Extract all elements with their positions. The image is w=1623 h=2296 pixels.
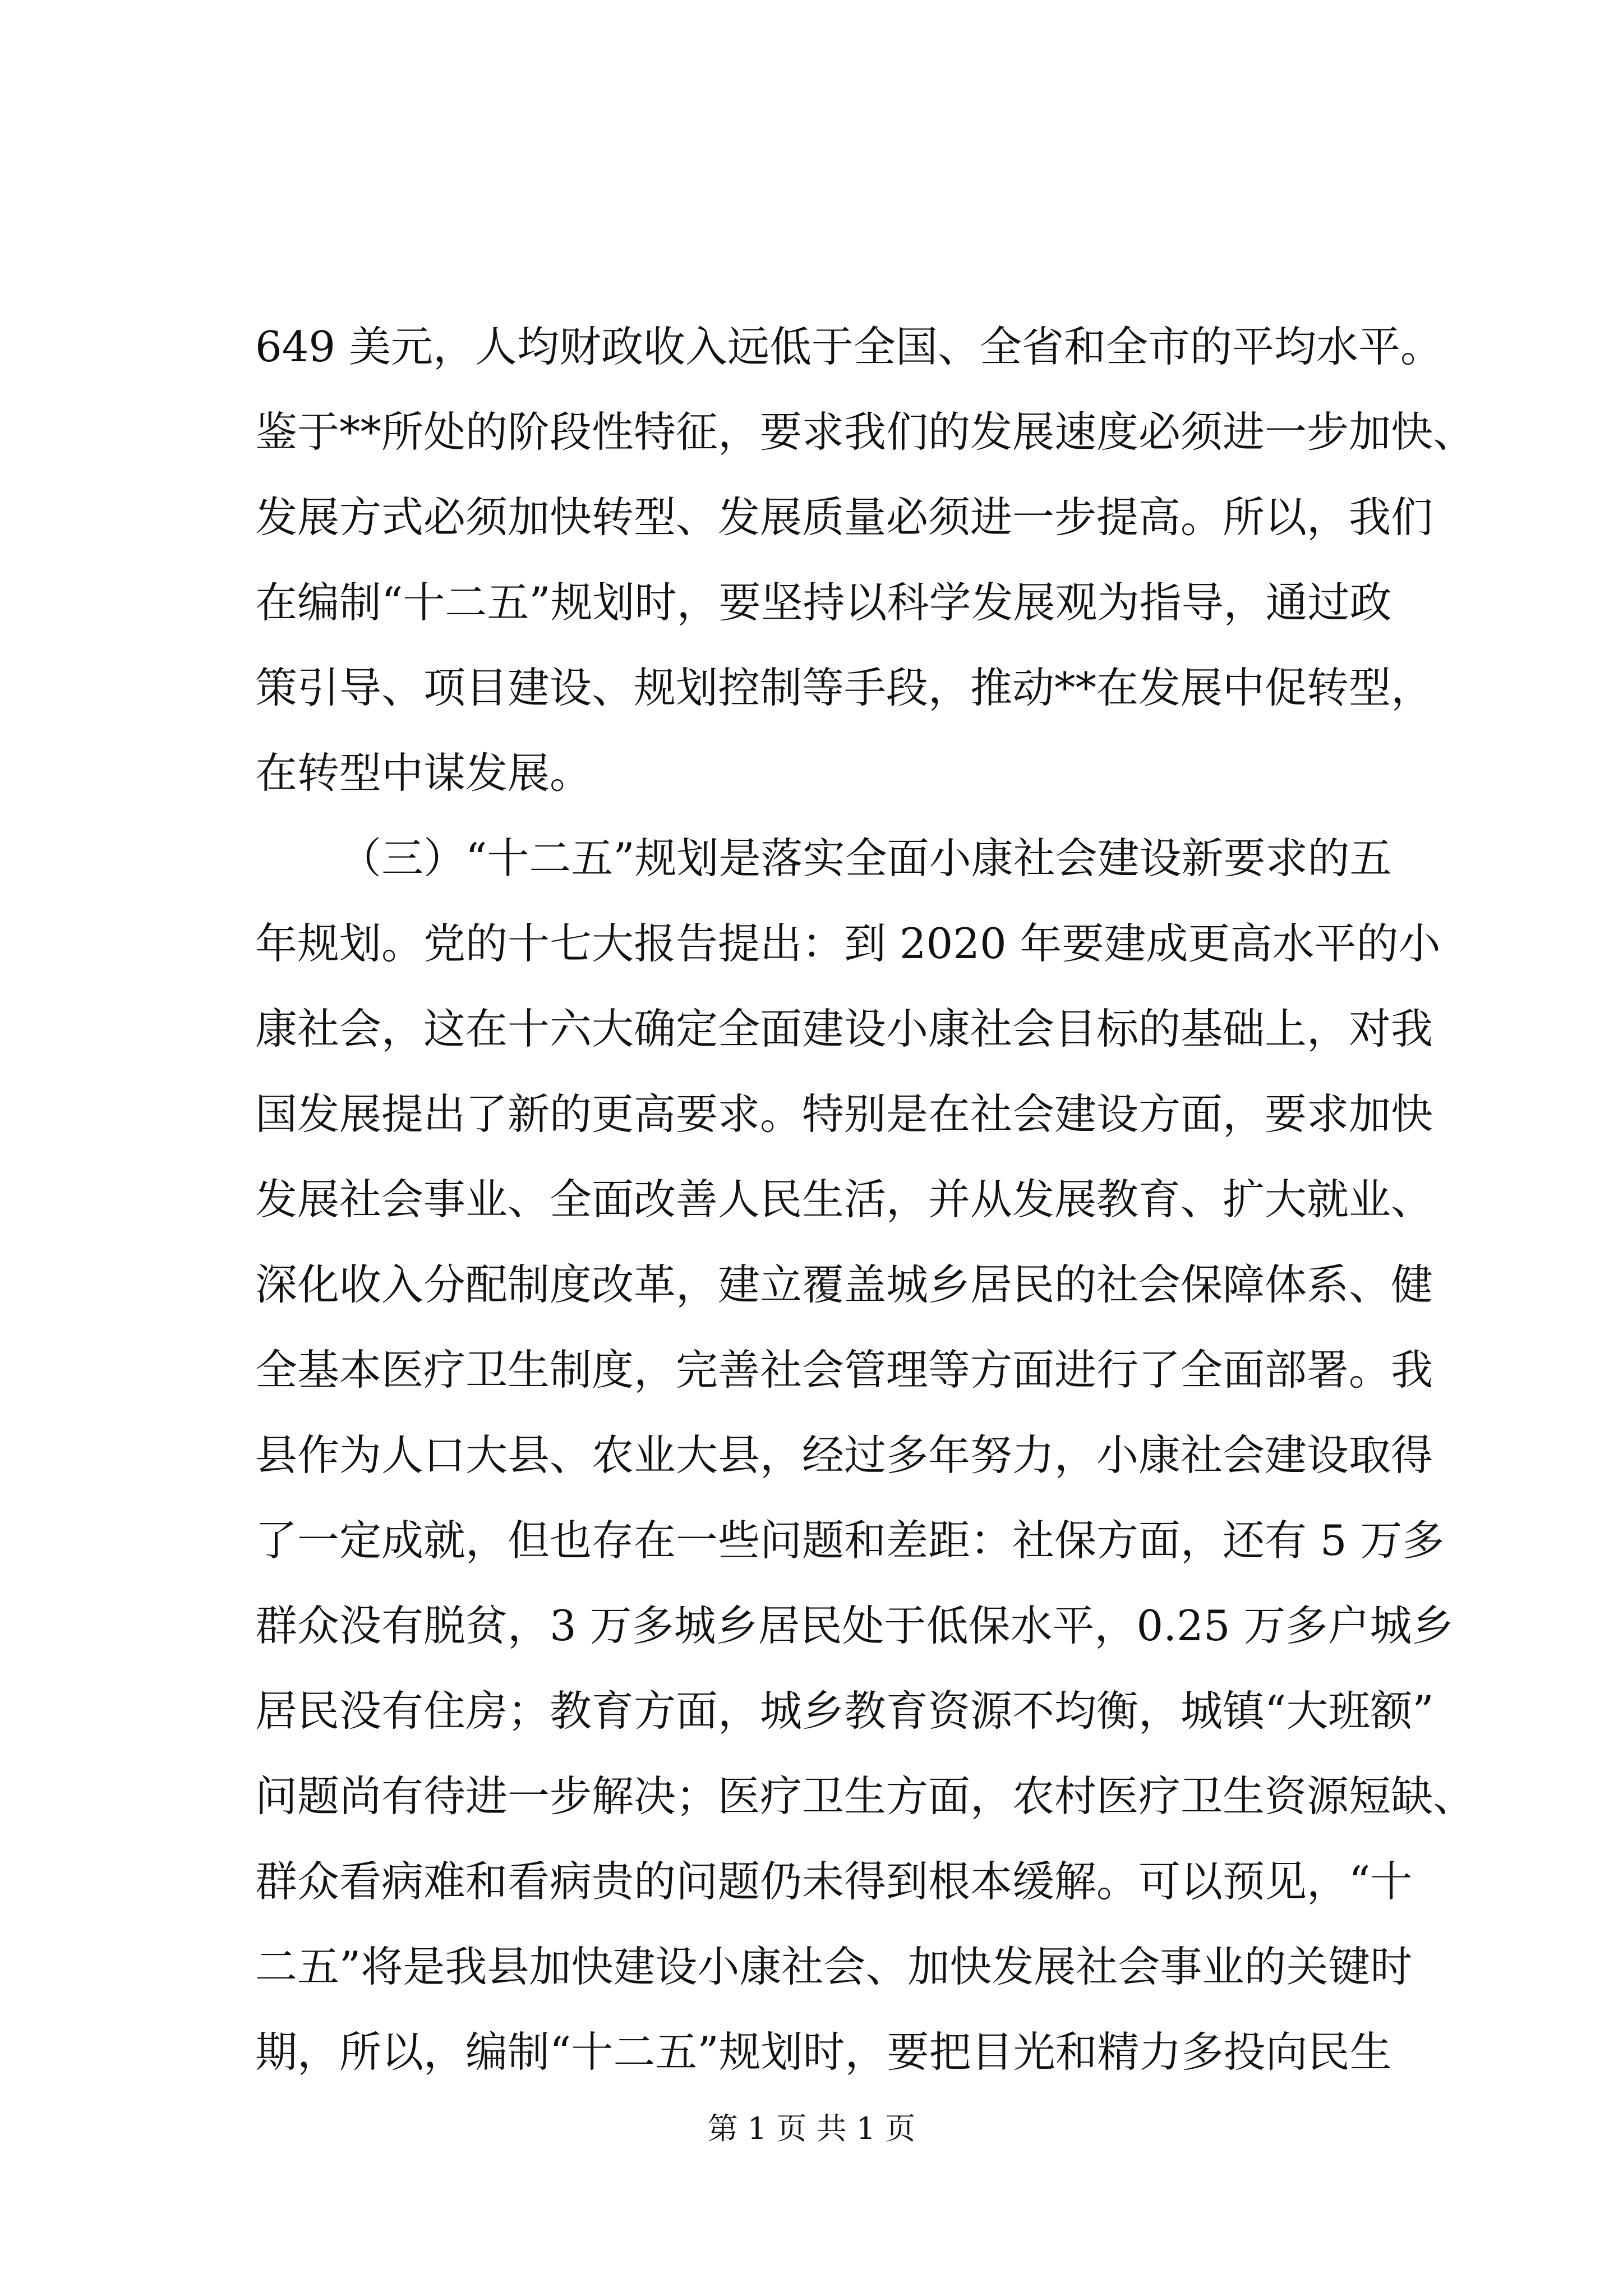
- text-line: 649 美元，人均财政收入远低于全国、全省和全市的平均水平。: [255, 322, 1442, 371]
- page-number-footer: 第 1 页 共 1 页: [707, 2111, 916, 2146]
- text-line: 深化收入分配制度改革，建立覆盖城乡居民的社会保障体系、健: [255, 1260, 1433, 1309]
- body-text: [255, 304, 1523, 2095]
- text-line: 在编制“十二五”规划时，要坚持以科学发展观为指导，通过政: [255, 578, 1392, 627]
- text-line: 县作为人口大县、农业大县，经过多年努力，小康社会建设取得: [255, 1430, 1433, 1480]
- text-line: 期，所以，编制“十二五”规划时，要把目光和精力多投向民生: [255, 2027, 1392, 2077]
- text-line: 全基本医疗卫生制度，完善社会管理等方面进行了全面部署。我: [255, 1345, 1433, 1395]
- text-line: 鉴于**所处的阶段性特征，要求我们的发展速度必须进一步加快、: [255, 407, 1476, 457]
- text-line: 康社会，这在十六大确定全面建设小康社会目标的基础上，对我: [255, 1004, 1433, 1053]
- text-line: 年规划。党的十七大报告提出：到 2020 年要建成更高水平的小: [255, 919, 1441, 968]
- text-line: 了一定成就，但也存在一些问题和差距：社保方面，还有 5 万多: [255, 1516, 1445, 1565]
- text-line: 二五”将是我县加快建设小康社会、加快发展社会事业的关键时: [255, 1942, 1413, 1991]
- text-line: 居民没有住房；教育方面，城乡教育资源不均衡，城镇“大班额”: [255, 1686, 1434, 1736]
- text-line: 发展方式必须加快转型、发展质量必须进一步提高。所以，我们: [255, 493, 1433, 542]
- text-line: 群众没有脱贫，3 万多城乡居民处于低保水平，0.25 万多户城乡: [255, 1601, 1454, 1650]
- text-line: 问题尚有待进一步解决；医疗卫生方面，农村医疗卫生资源短缺、: [255, 1772, 1476, 1821]
- section-heading-line: （三）“十二五”规划是落实全面小康社会建设新要求的五: [339, 834, 1392, 883]
- text-line: 发展社会事业、全面改善人民生活，并从发展教育、扩大就业、: [255, 1175, 1433, 1224]
- text-line: 策引导、项目建设、规划控制等手段，推动**在发展中促转型，: [255, 663, 1433, 712]
- text-line: 国发展提出了新的更高要求。特别是在社会建设方面，要求加快: [255, 1089, 1433, 1139]
- text-line: 群众看病难和看病贵的问题仍未得到根本缓解。可以预见，“十: [255, 1857, 1413, 1906]
- text-line: 在转型中谋发展。: [255, 748, 592, 798]
